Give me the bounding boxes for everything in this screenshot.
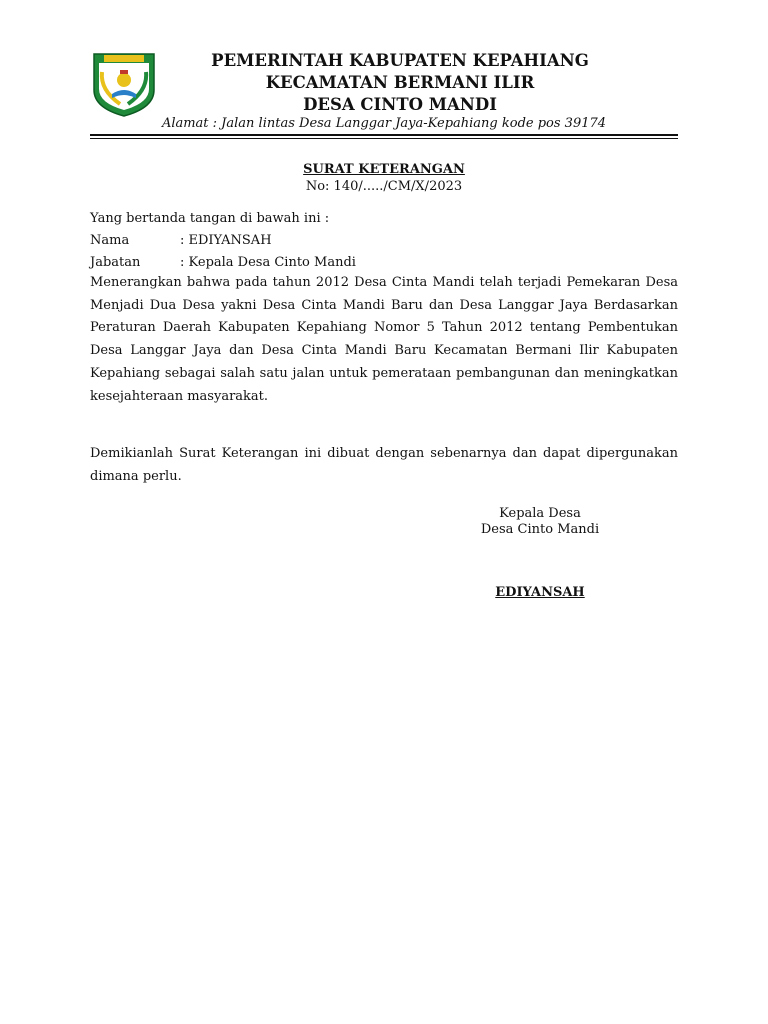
letter-number: No: 140/...../CM/X/2023 <box>305 179 463 194</box>
signature-name: EDIYANSAH <box>495 585 585 600</box>
header-address: Alamat : Jalan lintas Desa Langgar Jaya-Kepahiang kode pos 39174 <box>161 116 607 131</box>
letter-closing-paragraph: Demikianlah Surat Keterangan ini dibuat dengan sebenarnya dan dapat dipergunakan dimana perlu. <box>90 446 678 484</box>
header-village: DESA CINTO MANDI <box>303 95 497 114</box>
header-divider-thin <box>90 138 678 139</box>
header-government: PEMERINTAH KABUPATEN KEPAHIANG <box>211 51 589 70</box>
field-position <box>90 254 356 272</box>
letter-body-paragraph: Menerangkan bahwa pada tahun 2012 Desa Cinta Mandi telah terjadi Pemekaran Desa Menjadi Dua Desa yakni Desa Cinta Mandi Baru dan Desa Langgar Jaya Berdasarkan Peraturan Daerah Kabupaten Kepahiang Nomor 5 Tahun 2012 tentang Pembentukan Desa Langgar Jaya dan Desa Cinta Mandi Baru Kecamatan Bermani Ilir Kabupaten Kepahiang sebagai salah satu jalan untuk pemerataan pembangunan dan meningkatkan kesejahteraan masyarakat. <box>90 275 678 404</box>
header-divider-thick <box>90 134 678 136</box>
field-name <box>90 232 272 250</box>
field-name-value: : EDIYANSAH <box>180 233 272 248</box>
signature-village: Desa Cinto Mandi <box>480 522 600 537</box>
field-name-label: Nama <box>90 233 130 248</box>
letter-title: SURAT KETERANGAN <box>303 162 465 177</box>
field-position-label: Jabatan <box>90 255 141 270</box>
letter-intro: Yang bertanda tangan di bawah ini : <box>90 211 330 226</box>
header-district: KECAMATAN BERMANI ILIR <box>265 73 535 92</box>
signature-title: Kepala Desa <box>499 506 581 521</box>
field-position-value: : Kepala Desa Cinto Mandi <box>180 255 356 270</box>
